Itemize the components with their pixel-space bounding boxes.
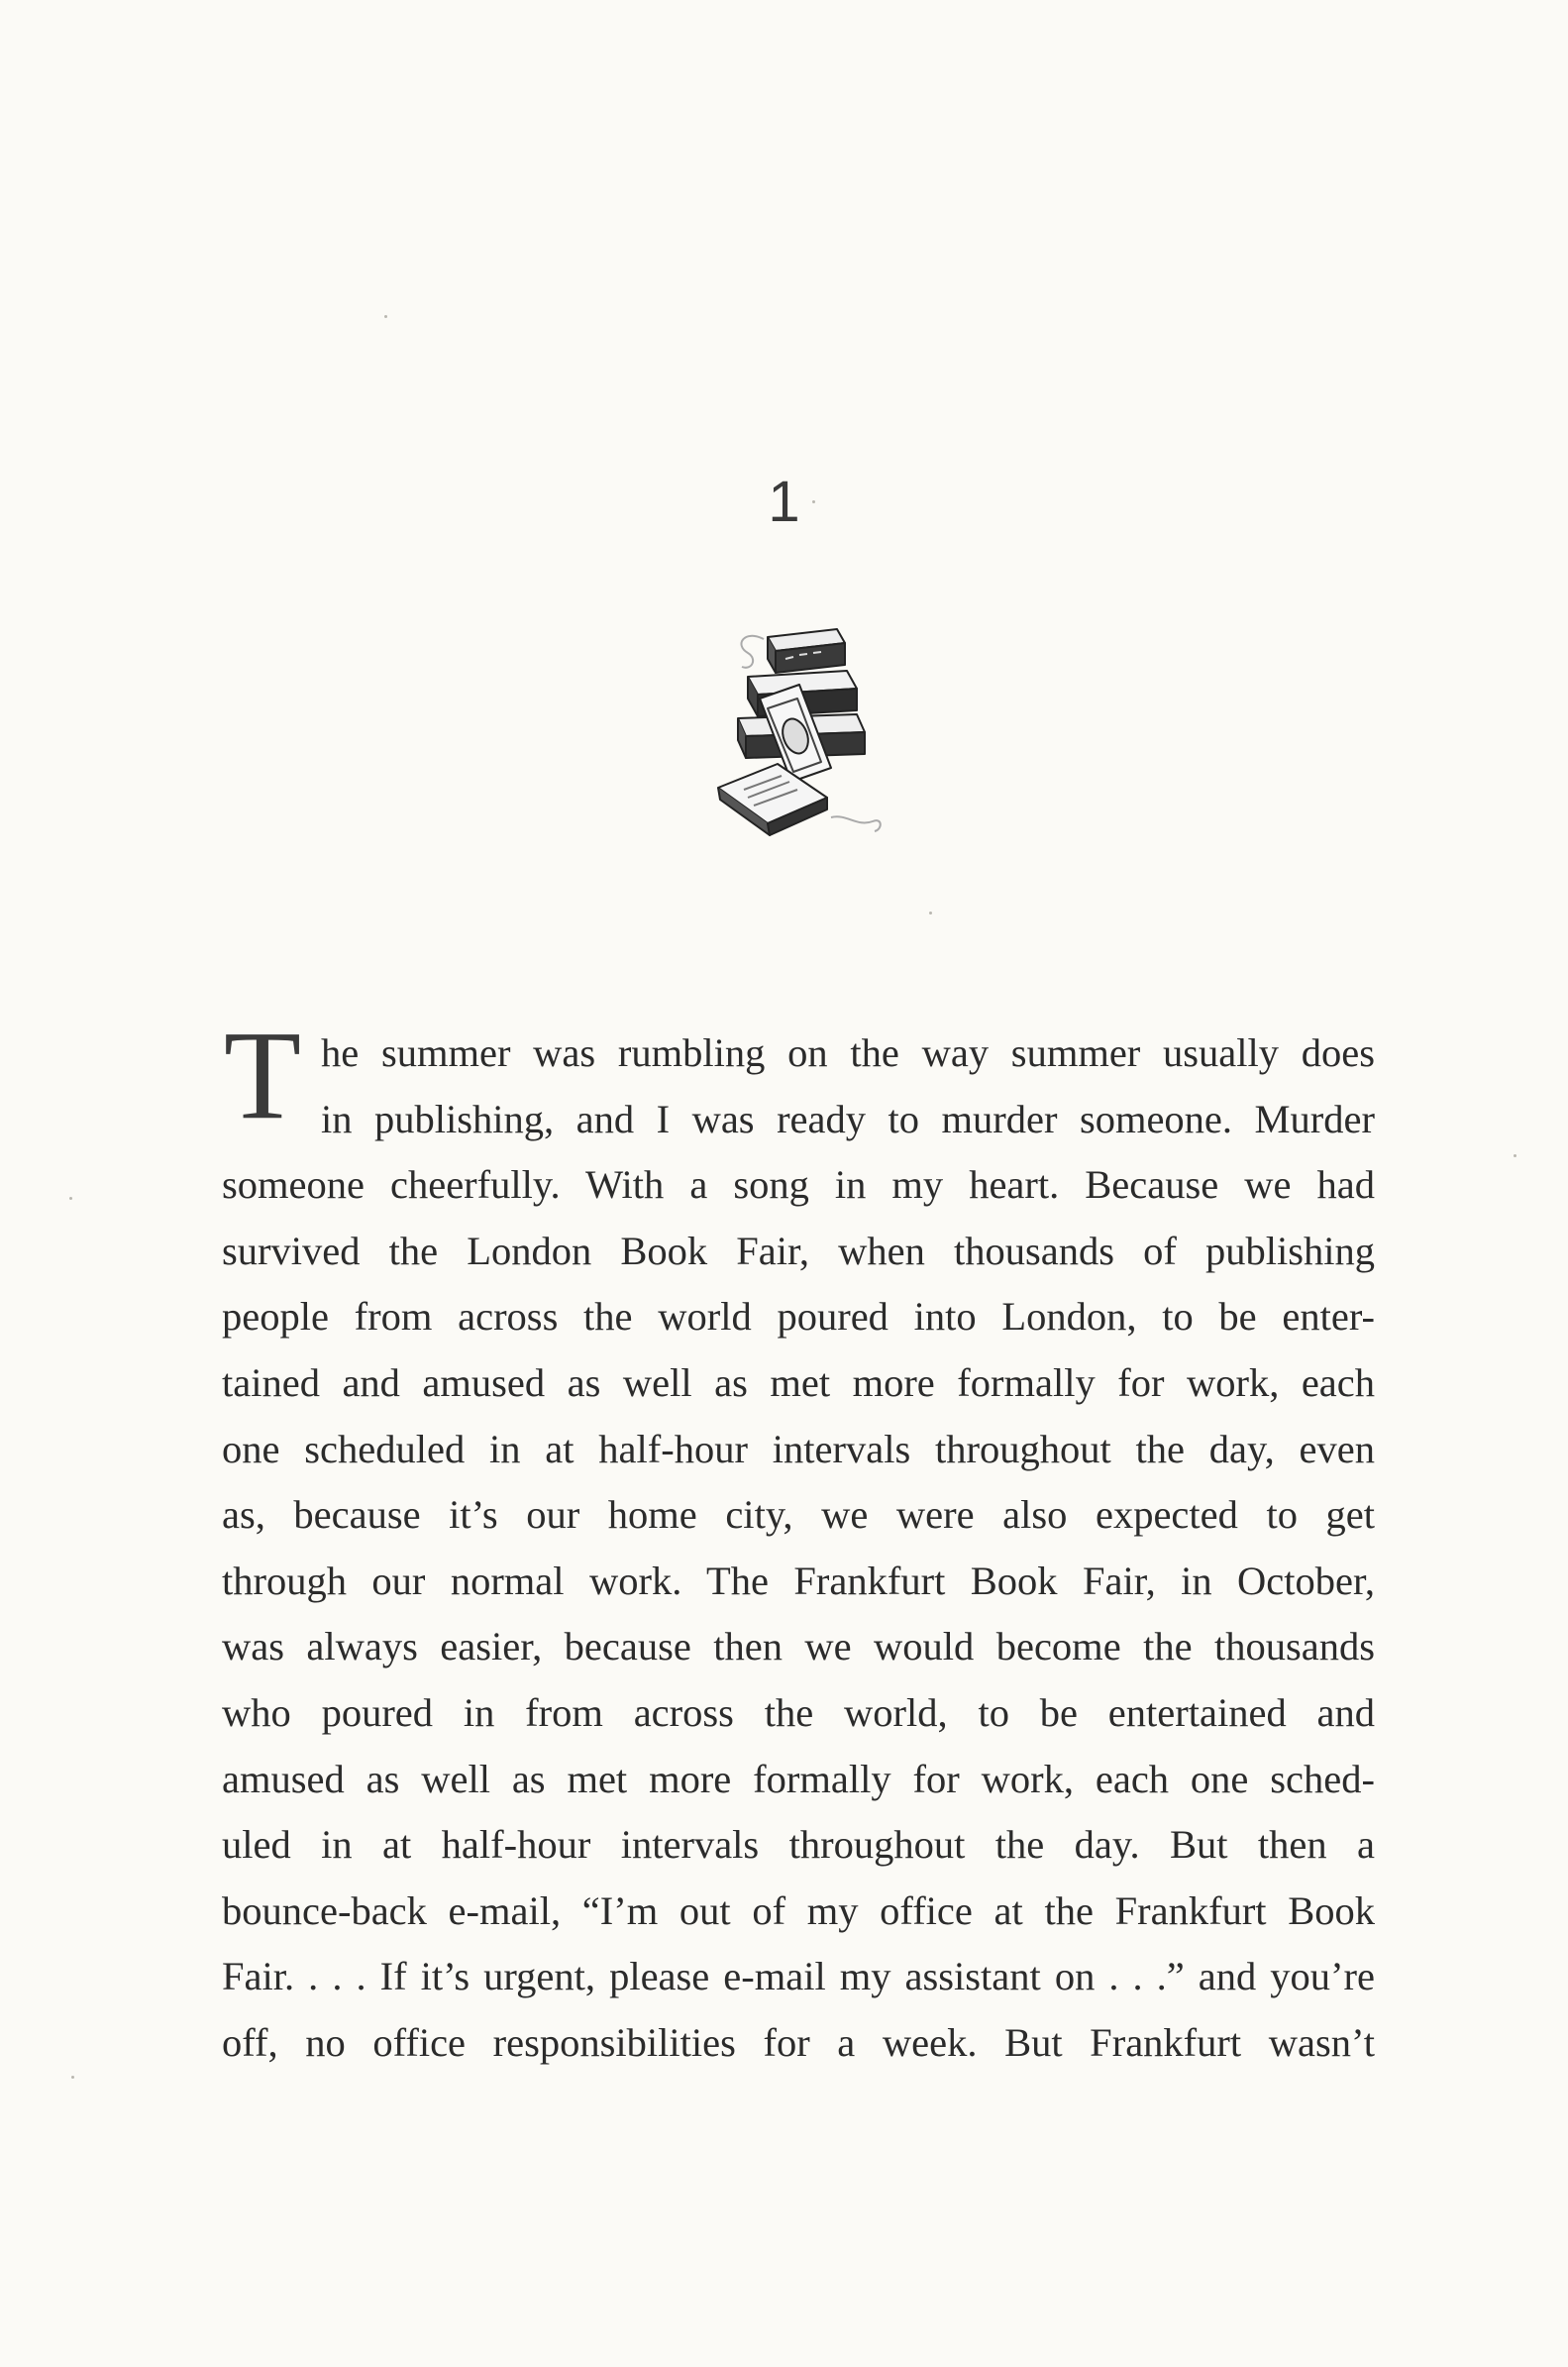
text-line: through our normal work. The Frankfurt Book Fair, in October, <box>222 1558 1375 1603</box>
chapter-number: 1 <box>768 470 800 534</box>
stacked-books-icon <box>708 619 887 842</box>
paper-speck <box>69 1197 72 1200</box>
paper-speck <box>1514 1154 1516 1157</box>
text-line: Fair. . . . If it’s urgent, please e-mail my assistant on . . .” and you’re <box>222 1954 1375 1999</box>
text-line: one scheduled in at half-hour intervals throughout the day, even <box>222 1426 1375 1471</box>
paper-speck <box>71 2076 74 2079</box>
svg-text:T: T <box>223 1022 302 1126</box>
text-line: who poured in from across the world, to be entertained and <box>222 1689 1375 1735</box>
text-line: amused as well as met more formally for work, each one sched- <box>222 1756 1375 1801</box>
text-line: he summer was rumbling on the way summer usually does <box>321 1030 1375 1075</box>
text-line: people from across the world poured into London, to be enter- <box>222 1294 1375 1340</box>
paper-speck <box>929 912 932 915</box>
text-line: survived the London Book Fair, when thousands of publishing <box>222 1228 1375 1273</box>
text-line: someone cheerfully. With a song in my heart. Because we had <box>222 1162 1375 1208</box>
text-line: was always easier, because then we would become the thousands <box>222 1624 1375 1669</box>
text-line: tained and amused as well as met more formally for work, each <box>222 1359 1375 1405</box>
text-line: in publishing, and I was ready to murder someone. Murder <box>321 1096 1375 1141</box>
paper-speck <box>812 500 815 503</box>
text-line: off, no office responsibilities for a week. But Frankfurt wasn’t <box>222 2019 1375 2065</box>
chapter-body-text <box>222 1021 1375 2077</box>
text-line: uled in at half-hour intervals throughout the day. But then a <box>222 1822 1375 1868</box>
paper-speck <box>384 315 387 318</box>
text-line: as, because it’s our home city, we were also expected to get <box>222 1492 1375 1538</box>
text-line: bounce-back e-mail, “I’m out of my office at the Frankfurt Book <box>222 1887 1375 1933</box>
